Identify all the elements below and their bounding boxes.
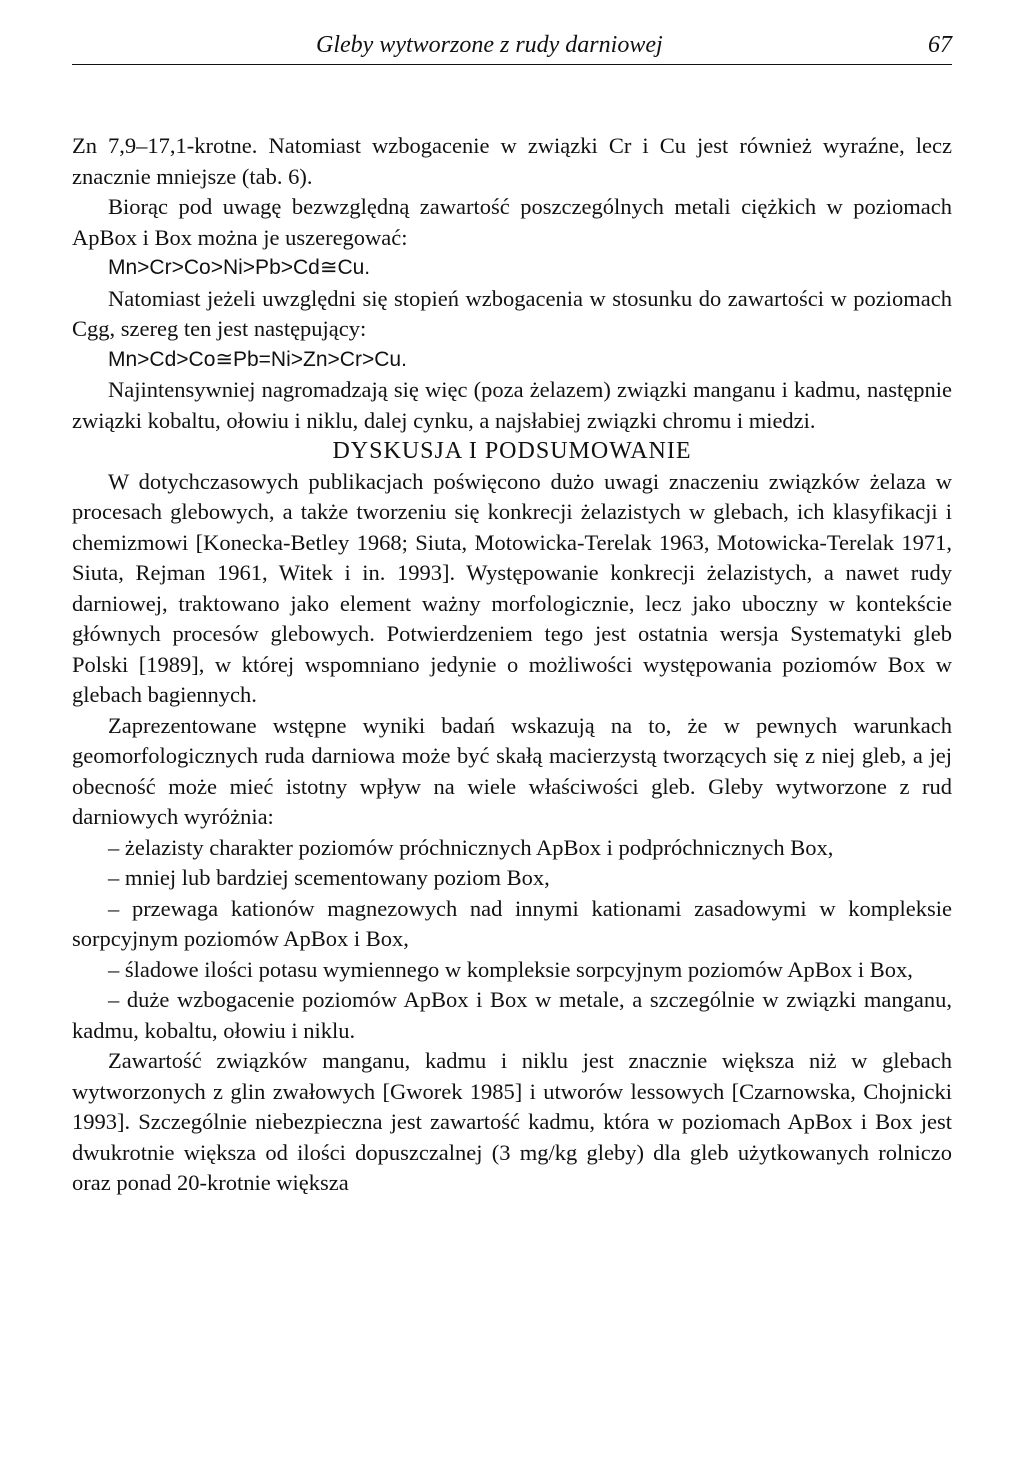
paragraph: Najintensywniej nagromadzają się więc (poza żelazem) związki manganu i kadmu, następnie związki kobaltu, ołowiu i niklu, dalej cynku, a najsłabiej związki chromu i miedzi. bbox=[72, 377, 952, 433]
running-header bbox=[72, 30, 952, 60]
body-text bbox=[72, 131, 952, 1199]
metal-series-absolute: Mn>Cr>Co>Ni>Pb>Cd≅Cu. bbox=[108, 256, 371, 279]
paragraph: W dotychczasowych publikacjach poświęcono dużo uwagi znaczeniu związków żelaza w procesach glebowych, a także tworzeniu się konkrecji żelazistych w glebach, ich klasyfikacji i chemizmowi [Konecka-Betley 1968; Siuta, Motowicka-Terelak 1963, Motowicka-Terelak 1971, Siuta, Rejman 1961, Witek i in. 1993]. Występowanie konkrecji żelazistych, a nawet rudy darniowej, traktowano jako element ważny morfologicznie, lecz jako uboczny w kontekście głównych procesów glebowych. Potwierdzeniem tego jest ostatnia wersja Systematyki gleb Polski [1989], w której wspomniano jedynie o możliwości występowania poziomów Box w glebach bagiennych. bbox=[72, 468, 952, 707]
paragraph: Biorąc pod uwagę bezwzględną zawartość poszczególnych metali ciężkich w poziomach ApBox i Box można je uszeregować: bbox=[72, 194, 952, 250]
paragraph: Zn 7,9–17,1-krotne. Natomiast wzbogacenie w związki Cr i Cu jest również wyraźne, lecz znacznie mniejsze (tab. 6). bbox=[72, 133, 952, 189]
list-item: – śladowe ilości potasu wymiennego w kompleksie sorpcyjnym poziomów ApBox i Box, bbox=[108, 956, 913, 982]
paragraph: Zaprezentowane wstępne wyniki badań wskazują na to, że w pewnych warunkach geomorfologicznych ruda darniowa może być skałą macierzystą tworzących się z niej gleb, a jej obecność może mieć istotny wpływ na wiele właściwości gleb. Gleby wytworzone z rud darniowych wyróżnia: bbox=[72, 712, 952, 829]
running-title: Gleby wytworzone z rudy darniowej bbox=[316, 32, 663, 58]
list-item: – przewaga kationów magnezowych nad innymi kationami zasadowymi w kompleksie sorpcyjnym poziomów ApBox i Box, bbox=[72, 895, 952, 951]
paragraph: Natomiast jeżeli uwzględni się stopień wzbogacenia w stosunku do zawartości w poziomach Cgg, szereg ten jest następujący: bbox=[72, 285, 952, 341]
list-item: – duże wzbogacenie poziomów ApBox i Box w metale, a szczególnie w związki manganu, kadmu, kobaltu, ołowiu i niklu. bbox=[72, 987, 952, 1043]
section-heading: DYSKUSJA I PODSUMOWANIE bbox=[332, 438, 692, 464]
header-rule bbox=[72, 64, 952, 65]
list-item: – żelazisty charakter poziomów próchnicznych ApBox i podpróchnicznych Box, bbox=[108, 834, 834, 860]
list-item: – mniej lub bardziej scementowany poziom Box, bbox=[108, 865, 550, 890]
paragraph: Zawartość związków manganu, kadmu i niklu jest znacznie większa niż w glebach wytworzonych z glin zwałowych [Gworek 1985] i utworów lessowych [Czarnowska, Chojnicki 1993]. Szczególnie niebezpieczna jest zawartość kadmu, która w poziomach ApBox i Box jest dwukrotnie większa od ilości dopuszczalnej (3 mg/kg gleby) dla gleb użytkowanych rolniczo oraz ponad 20-krotnie większa bbox=[72, 1048, 952, 1195]
metal-series-enrichment: Mn>Cd>Co≅Pb=Ni>Zn>Cr>Cu. bbox=[108, 347, 407, 371]
page-number: 67 bbox=[928, 32, 952, 58]
